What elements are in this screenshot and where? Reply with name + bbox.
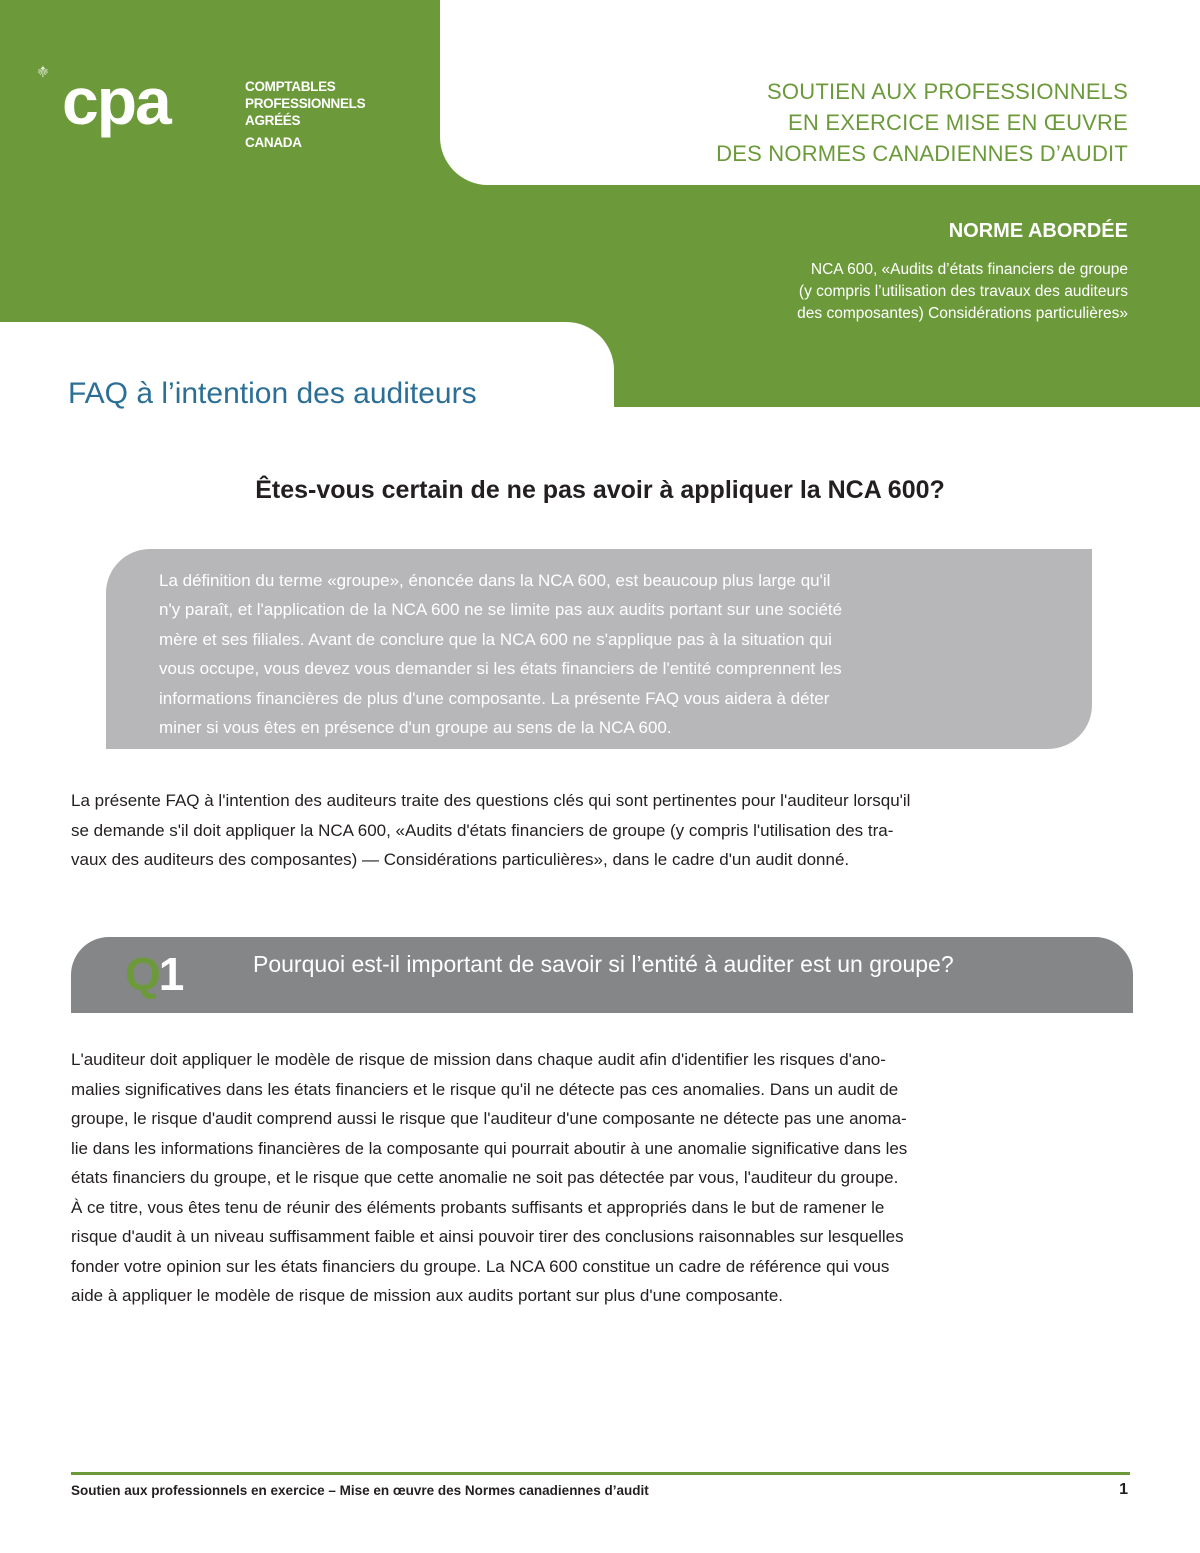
header-title	[716, 76, 1128, 169]
intro-paragraph	[71, 786, 910, 875]
faq-title: FAQ à l’intention des auditeurs	[68, 377, 477, 410]
paragraph-line: L'auditeur doit appliquer le modèle de risque de mission dans chaque audit afin d'identifier les risques d'ano-	[71, 1050, 886, 1069]
logo-line: PROFESSIONNELS	[245, 96, 366, 111]
logo-line: COMPTABLES	[245, 79, 336, 94]
footer-divider	[71, 1472, 1130, 1475]
norme-line: (y compris l’utilisation des travaux des auditeurs	[798, 283, 1128, 300]
paragraph-line: groupe, le risque d'audit comprend aussi le risque que l'auditeur d'une composante ne détecte pas une anoma-	[71, 1109, 907, 1128]
question-number	[125, 948, 183, 1000]
logo-line: CANADA	[245, 135, 302, 150]
callout-line: miner si vous êtes en présence d'un groupe au sens de la NCA 600.	[159, 718, 672, 738]
logo-wordmark: cpa	[62, 64, 170, 138]
answer-paragraph	[71, 1045, 907, 1311]
paragraph-line: risque d'audit à un niveau suffisamment faible et ainsi pouvoir tirer des conclusions raisonnables sur lesquelles	[71, 1227, 904, 1246]
paragraph-line: À ce titre, vous êtes tenu de réunir des éléments probants suffisants et appropriés dans le but de ramener le	[71, 1197, 885, 1217]
main-question: Êtes-vous certain de ne pas avoir à appliquer la NCA 600?	[255, 476, 945, 504]
logo-line: AGRÉÉS	[245, 113, 301, 128]
norme-label: NORME ABORDÉE	[948, 220, 1128, 242]
paragraph-line: fonder votre opinion sur les états financiers du groupe. La NCA 600 constitue un cadre de référence qui vous	[71, 1256, 890, 1276]
paragraph-line: se demande s'il doit appliquer la NCA 600, «Audits d'états financiers de groupe (y compris l'utilisation des tra-	[71, 820, 894, 840]
norme-line: des composantes) Considérations particulières»	[797, 305, 1128, 322]
norme-text	[797, 259, 1128, 325]
header-title-line: EN EXERCICE MISE EN ŒUVRE	[788, 110, 1128, 135]
paragraph-line: La présente FAQ à l'intention des auditeurs traite des questions clés qui sont pertinentes pour l'auditeur lorsqu'il	[71, 791, 911, 810]
header-title-line: DES NORMES CANADIENNES D’AUDIT	[716, 141, 1128, 166]
question-text: Pourquoi est-il important de savoir si l’entité à auditer est un groupe?	[253, 951, 954, 977]
paragraph-line: états financiers du groupe, et le risque que cette anomalie ne soit pas détectée par vous, l'auditeur du groupe.	[71, 1168, 899, 1187]
callout-line: La définition du terme «groupe», énoncée dans la NCA 600, est beaucoup plus large qu'il	[159, 571, 831, 590]
logo-text	[245, 78, 365, 151]
callout-line: informations financières de plus d'une composante. La présente FAQ vous aidera à déter	[159, 688, 830, 708]
paragraph-line: malies significatives dans les états financiers et le risque qu'il ne détecte pas ces anomalies. Dans un audit de	[71, 1079, 899, 1099]
question-digit: 1	[158, 948, 183, 1000]
callout-line: vous occupe, vous devez vous demander si les états financiers de l'entité comprennent les	[159, 659, 842, 679]
paragraph-line: lie dans les informations financières de la composante qui pourrait aboutir à une anomalie significative dans les	[71, 1138, 908, 1158]
callout-line: n'y paraît, et l'application de la NCA 600 ne se limite pas aux audits portant sur une société	[159, 600, 843, 620]
callout-box	[106, 549, 1092, 749]
question-letter: Q	[125, 948, 159, 1000]
header-title-line: SOUTIEN AUX PROFESSIONNELS	[767, 79, 1128, 104]
norme-line: NCA 600, «Audits d’états financiers de groupe	[810, 261, 1128, 278]
footer-text: Soutien aux professionnels en exercice – Mise en œuvre des Normes canadiennes d’audit	[71, 1483, 649, 1498]
callout-line: mère et ses filiales. Avant de conclure que la NCA 600 ne s'applique pas à la situation qui	[159, 629, 832, 649]
paragraph-line: aide à appliquer le modèle de risque de mission aux audits portant sur plus d'une composante.	[71, 1286, 784, 1305]
paragraph-line: vaux des auditeurs des composantes) — Considérations particulières», dans le cadre d'un audit donné.	[71, 850, 850, 869]
page-number: 1	[1119, 1481, 1128, 1498]
